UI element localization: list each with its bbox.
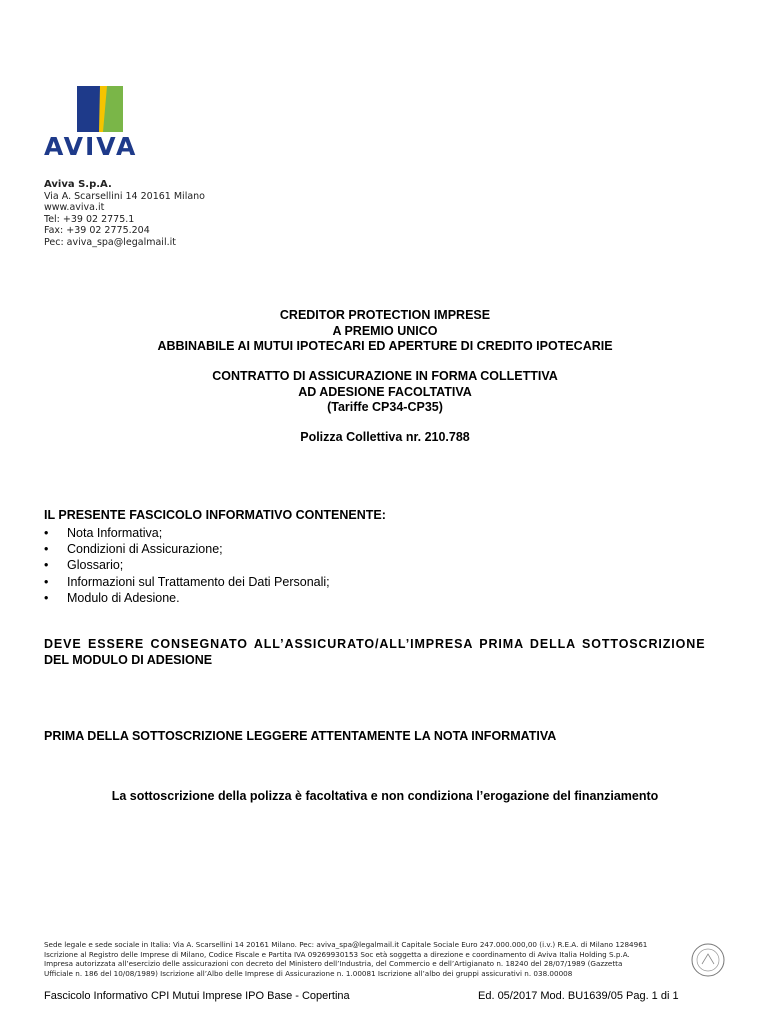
list-item: • Nota Informativa; <box>44 525 330 541</box>
product-title-line-1: CREDITOR PROTECTION IMPRESE <box>279 308 491 322</box>
footer-edition-page: Ed. 05/2017 Mod. BU1639/05 Pag. 1 di 1 <box>478 990 679 1002</box>
company-pec: Pec: aviva_spa@legalmail.it <box>44 236 176 248</box>
list-item: • Modulo di Adesione. <box>44 590 330 606</box>
company-address: Via A. Scarsellini 14 20161 Milano <box>44 190 205 202</box>
company-name: Aviva S.p.A. <box>44 179 112 190</box>
company-seal-icon <box>690 942 726 978</box>
company-website: www.aviva.it <box>44 202 105 214</box>
company-fax: Fax: +39 02 2775.204 <box>44 225 150 237</box>
contract-title-line-2: AD ADESIONE FACOLTATIVA <box>298 384 472 399</box>
legal-line-1: Sede legale e sede sociale in Italia: Via A. Scarsellini 14 20161 Milano. Pec: aviva_spa@legalmail.it Capitale Sociale Euro 247.000.000,00 (i.v.) R.E.A. di Milano 1284961 <box>44 940 648 949</box>
list-item: • Glossario; <box>44 557 330 573</box>
contract-title-line-3: (Tariffe CP34-CP35) <box>327 400 443 414</box>
aviva-logo <box>44 86 156 162</box>
product-title-line-2: A PREMIO UNICO <box>332 323 438 338</box>
footer-document-name: Fascicolo Informativo CPI Mutui Imprese IPO Base - Copertina <box>44 990 350 1002</box>
contract-title <box>0 369 770 416</box>
list-item: • Condizioni di Assicurazione; <box>44 541 330 557</box>
delivery-warning <box>44 636 734 668</box>
legal-line-2: Iscrizione al Registro delle Imprese di Milano, Codice Fiscale e Partita IVA 09269930153 Soc età soggetta a direzione e coordinamento di Aviva Italia Holding S.p.A. <box>44 949 630 959</box>
aviva-logo-text: AVIVA <box>44 132 138 161</box>
fascicolo-list <box>44 525 330 606</box>
delivery-warning-line-2: DEL MODULO DI ADESIONE <box>44 653 213 667</box>
logo-blue-band <box>77 86 100 132</box>
list-item: • Informazioni sul Trattamento dei Dati Personali; <box>44 574 330 590</box>
optional-notice: La sottoscrizione della polizza è facoltativa e non condiziona l’erogazione del finanziamento <box>111 789 659 803</box>
contract-title-line-1: CONTRATTO DI ASSICURAZIONE IN FORMA COLLETTIVA <box>212 369 558 383</box>
read-notice: PRIMA DELLA SOTTOSCRIZIONE LEGGERE ATTENTAMENTE LA NOTA INFORMATIVA <box>44 729 557 743</box>
delivery-warning-line-1: DEVE ESSERE CONSEGNATO ALL’ASSICURATO/ALL’IMPRESA PRIMA DELLA SOTTOSCRIZIONE <box>44 637 706 651</box>
product-title-line-3: ABBINABILE AI MUTUI IPOTECARI ED APERTURE DI CREDITO IPOTECARIE <box>157 339 613 353</box>
legal-line-4: Ufficiale n. 186 del 10/08/1989) Iscrizione all’Albo delle Imprese di Assicurazione n. 1.00081 Iscrizione all’albo dei gruppi assicurativi n. 038.00008 <box>44 969 573 979</box>
legal-notice <box>44 940 686 979</box>
aviva-logo-mark-icon <box>77 86 123 132</box>
fascicolo-heading: IL PRESENTE FASCICOLO INFORMATIVO CONTENENTE: <box>44 508 386 522</box>
legal-line-3: Impresa autorizzata all’esercizio delle assicurazioni con decreto del Ministero dell’Industria, del Commercio e dell’Artigianato n. 18240 del 28/07/1989 (Gazzetta <box>44 959 623 969</box>
product-title <box>0 308 770 355</box>
company-info <box>44 179 205 249</box>
policy-number: Polizza Collettiva nr. 210.788 <box>300 430 470 444</box>
company-tel: Tel: +39 02 2775.1 <box>44 213 135 225</box>
